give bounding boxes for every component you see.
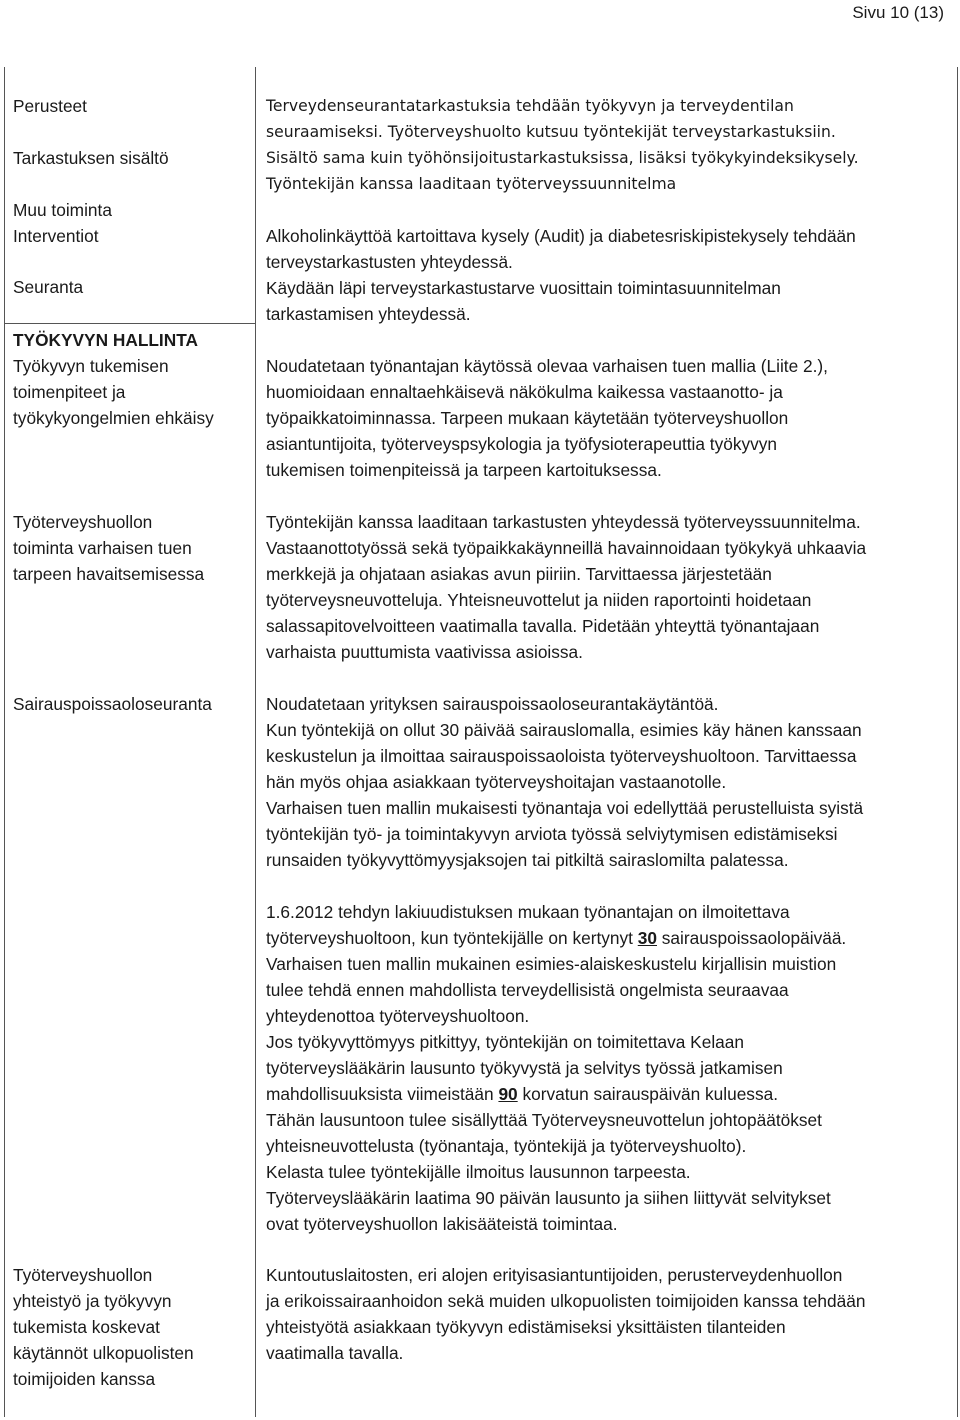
text-line: runsaiden työkyvyttömyysjaksojen tai pitkiltä sairaslomilta palatessa. [266,850,789,870]
page-number: Sivu 10 (13) [852,3,944,22]
text-line: Vastaanottotyössä sekä työpaikkakäynneillä havainnoidaan työkykyä uhkaavia [266,538,867,558]
text-line: työterveysneuvotteluja. Yhteisneuvottelut ja niiden raportointi hoidetaan [266,590,812,610]
label-seuranta: Seuranta [13,277,84,297]
text-line: tulee tehdä ennen mahdollista terveydellisistä ongelmista seuraavaa [266,980,789,1000]
text-line: ja erikoissairaanhoidon sekä muiden ulkopuolisten toimijoiden kanssa tehdään [266,1291,866,1311]
table-border-right [957,67,958,1417]
text-sairauspoissaoloseuranta [266,691,863,873]
text-line: Tähän lausuntoon tulee sisällyttää Työterveysneuvottelun johtopäätökset [266,1110,822,1130]
text-line: terveystarkastusten yhteydessä. [266,252,513,272]
section-divider [4,323,256,324]
text-lakimuutos [266,899,846,1237]
text-seuranta [266,275,781,327]
text-line: Kuntoutuslaitosten, eri alojen erityisasiantuntijoiden, perusterveydenhuollon [266,1265,843,1285]
text-line: Alkoholinkäyttöä kartoittava kysely (Audit) ja diabetesriskipistekysely tehdään [266,226,856,246]
emphasized-number: 30 [637,928,657,948]
text-line: ovat työterveyshuollon lakisääteistä toimintaa. [266,1214,618,1234]
text-line: tarkastamisen yhteydessä. [266,304,471,324]
text-line: vaatimalla tavalla. [266,1343,404,1363]
label-line: toiminta varhaisen tuen [13,538,192,558]
text-varhainen-tuki [266,509,866,665]
text-line: asiantuntijoita, työterveyspsykologia ja työfysioterapeuttia työkyvyn [266,434,778,454]
text-segment: työterveyshuoltoon, kun työntekijälle on kertynyt [266,928,638,948]
text-tukeminen [266,353,828,483]
section-title: TYÖKYVYN HALLINTA [13,330,198,350]
text-segment: mahdollisuuksista viimeistään [266,1084,499,1104]
text-line: Jos työkyvyttömyys pitkittyy, työntekijän on toimitettava Kelaan [266,1032,744,1052]
text-line: Työterveyslääkärin laatima 90 päivän lausunto ja siihen liittyvät selvitykset [266,1188,831,1208]
text-tarkastukset [266,93,859,197]
label-line: työkykyongelmien ehkäisy [13,408,214,428]
text-line: yhteisneuvottelusta (työnantaja, työntekijä ja työterveyshuolto). [266,1136,747,1156]
text-line: Kun työntekijä on ollut 30 päivää sairauslomalla, esimies käy hänen kanssaan [266,720,862,740]
table-column-divider [255,67,256,1417]
text-line: Varhaisen tuen mallin mukaisesti työnantaja voi edellyttää perustelluista syistä [266,798,864,818]
text-line: Työntekijän kanssa laaditaan työterveyssuunnitelma [266,175,677,193]
document-table [4,67,958,1417]
text-line: Kelasta tulee työntekijälle ilmoitus lausunnon tarpeesta. [266,1162,691,1182]
text-line: yhteistyötä asiakkaan työkyvyn edistämiseksi yksittäisten tilanteiden [266,1317,786,1337]
text-line [266,925,846,951]
emphasized-number: 90 [498,1084,518,1104]
label-line: yhteistyö ja työkyvyn [13,1291,172,1311]
text-line: Noudatetaan työnantajan käytössä olevaa varhaisen tuen mallia (Liite 2.), [266,356,828,376]
table-border-left [4,67,5,1417]
text-line: 1.6.2012 tehdyn lakiuudistuksen mukaan työnantajan on ilmoitettava [266,902,790,922]
text-line: Terveydenseurantatarkastuksia tehdään työkyvyn ja terveydentilan [266,97,794,115]
text-line: Työntekijän kanssa laaditaan tarkastusten yhteydessä työterveyssuunnitelma. [266,512,861,532]
label-varhainen-tuki [13,509,204,587]
text-segment: korvatun sairauspäivän kuluessa. [517,1084,778,1104]
label-line: tarpeen havaitsemisessa [13,564,205,584]
text-line: tukemisen toimenpiteissä ja tarpeen kartoituksessa. [266,460,662,480]
text-muu-toiminta [266,223,856,275]
text-line: salassapitovelvoitteen vaatimalla tavalla. Pidetään yhteyttä työnantajaan [266,616,820,636]
text-line: varhaista puuttumista vaativissa asioissa. [266,642,583,662]
label-line: Työkyvyn tukemisen [13,356,169,376]
text-line: työpaikkatoiminnassa. Tarpeen mukaan käytetään työterveyshuollon [266,408,789,428]
label-muu-toiminta: Muu toiminta [13,200,112,220]
text-yhteistyo [266,1262,865,1366]
text-line [266,1081,846,1107]
text-line: työterveyslääkärin lausunto työkyvystä ja selvitys työssä jatkamisen [266,1058,783,1078]
label-tukeminen [13,353,214,431]
label-line: Työterveyshuollon [13,1265,153,1285]
text-line: keskustelun ja ilmoittaa sairauspoissaoloista työterveyshuoltoon. Tarvittaessa [266,746,857,766]
text-line: Varhaisen tuen mallin mukainen esimies-alaiskeskustelu kirjallisin muistion [266,954,837,974]
label-perusteet: Perusteet [13,96,87,116]
label-line: toimenpiteet ja [13,382,126,402]
label-line: toimijoiden kanssa [13,1369,156,1389]
label-interventiot: Interventiot [13,226,99,246]
text-line: Noudatetaan yrityksen sairauspoissaoloseurantakäytäntöä. [266,694,719,714]
text-line: seuraamiseksi. Työterveyshuolto kutsuu työntekijät terveystarkastuksiin. [266,123,836,141]
label-line: käytännöt ulkopuolisten [13,1343,194,1363]
text-line: merkkejä ja ohjataan asiakas avun piiriin. Tarvittaessa järjestetään [266,564,772,584]
text-line: työntekijän työ- ja toimintakyvyn arviota työssä selviytymisen edistämiseksi [266,824,838,844]
text-line: hän myös ohjaa asiakkaan työterveyshoitajan vastaanotolle. [266,772,727,792]
label-line: Työterveyshuollon [13,512,153,532]
label-line: tukemista koskevat [13,1317,160,1337]
text-line: Käydään läpi terveystarkastustarve vuosittain toimintasuunnitelman [266,278,781,298]
label-tarkastuksen-sisalto: Tarkastuksen sisältö [13,148,169,168]
text-line: Sisältö sama kuin työhönsijoitustarkastuksissa, lisäksi työkykyindeksikysely. [266,149,859,167]
label-sairauspoissaoloseuranta: Sairauspoissaoloseuranta [13,694,212,714]
text-line: yhteydenottoa työterveyshuoltoon. [266,1006,530,1026]
text-line: huomioidaan ennaltaehkäisevä näkökulma kaikessa vastaanotto- ja [266,382,783,402]
text-segment: sairauspoissaolopäivää. [656,928,847,948]
label-yhteistyo [13,1262,194,1392]
